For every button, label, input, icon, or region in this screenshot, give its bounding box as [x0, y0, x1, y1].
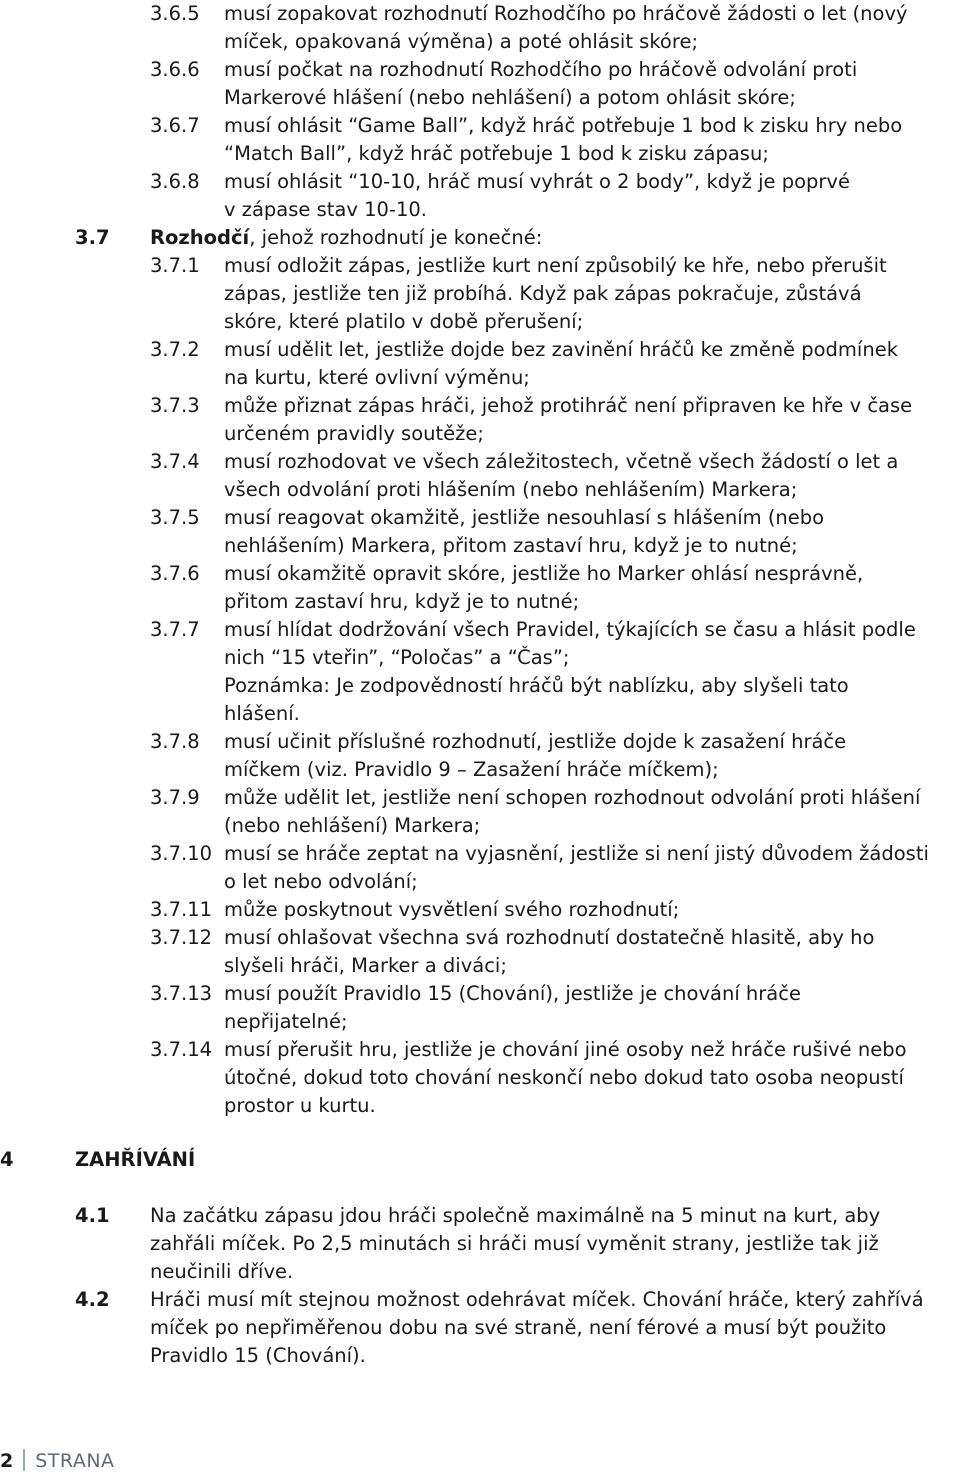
item-number: 3.6.7 — [150, 114, 200, 137]
chapter-title: ZAHŘÍVÁNÍ — [75, 1148, 196, 1171]
item-text-line: přitom zastaví hru, když je to nutné; — [224, 590, 580, 613]
item-text-line: musí udělit let, jestliže dojde bez zavinění hráčů ke změně podmínek — [224, 338, 898, 361]
item-number: 3.7.7 — [150, 618, 200, 641]
item-number: 3.7.11 — [150, 898, 213, 921]
item-text-line: musí počkat na rozhodnutí Rozhodčího po hráčově odvolání proti — [224, 58, 858, 81]
item-text-line: míček, opakovaná výměna) a poté ohlásit skóre; — [224, 30, 699, 53]
item-number: 3.7.10 — [150, 842, 213, 865]
item-number: 3.7.12 — [150, 926, 213, 949]
item-text-line: Markerové hlášení (nebo nehlášení) a potom ohlásit skóre; — [224, 86, 796, 109]
item-number: 3.7.4 — [150, 450, 200, 473]
item-text-line: slyšeli hráči, Marker a diváci; — [224, 954, 507, 977]
item-text-line: musí přerušit hru, jestliže je chování jiné osoby než hráče rušivé nebo — [224, 1038, 907, 1061]
item-text-line: Hráči musí mít stejnou možnost odehrávat míček. Chování hráče, který zahřívá — [150, 1288, 924, 1311]
item-text-line: v zápase stav 10-10. — [224, 198, 427, 221]
item-text-line: musí odložit zápas, jestliže kurt není způsobilý ke hře, nebo přerušit — [224, 254, 887, 277]
item-number: 3.7.14 — [150, 1038, 213, 1061]
item-text-line: hlášení. — [224, 702, 300, 725]
item-text-line: musí se hráče zeptat na vyjasnění, jestliže si není jistý důvodem žádosti — [224, 842, 929, 865]
item-text-line: Na začátku zápasu jdou hráči společně maximálně na 5 minut na kurt, aby — [150, 1204, 881, 1227]
chapter-number: 4 — [0, 1148, 14, 1171]
item-number: 3.7.8 — [150, 730, 200, 753]
item-number: 4.2 — [75, 1288, 110, 1311]
item-number: 4.1 — [75, 1204, 110, 1227]
item-number: 3.7.2 — [150, 338, 200, 361]
item-text-line: musí rozhodovat ve všech záležitostech, včetně všech žádostí o let a — [224, 450, 899, 473]
item-text-line: míček po nepřiměřenou dobu na své straně, není férové a musí být použito — [150, 1316, 887, 1339]
item-number: 3.7.9 — [150, 786, 200, 809]
item-text-line: nepřijatelné; — [224, 1010, 348, 1033]
item-text-line: musí použít Pravidlo 15 (Chování), jestliže je chování hráče — [224, 982, 801, 1005]
item-number: 3.6.8 — [150, 170, 200, 193]
item-text-line: nehlášením) Markera, přitom zastaví hru, když je to nutné; — [224, 534, 798, 557]
item-text-line: musí učinit příslušné rozhodnutí, jestliže dojde k zasažení hráče — [224, 730, 847, 753]
item-text-line: musí ohlašovat všechna svá rozhodnutí dostatečně hlasitě, aby ho — [224, 926, 875, 949]
item-text-line: Poznámka: Je zodpovědností hráčů být nablízku, aby slyšeli tato — [224, 674, 849, 697]
item-number: 3.7.3 — [150, 394, 200, 417]
section-title-rest: , jehož rozhodnutí je konečné: — [249, 226, 543, 249]
item-text-line: musí okamžitě opravit skóre, jestliže ho Marker ohlásí nesprávně, — [224, 562, 864, 585]
item-text-line: neučinili dříve. — [150, 1260, 294, 1283]
item-text-line: na kurtu, které ovlivní výměnu; — [224, 366, 530, 389]
item-text-line: (nebo nehlášení) Markera; — [224, 814, 481, 837]
item-number: 3.7.1 — [150, 254, 200, 277]
item-number: 3.6.6 — [150, 58, 200, 81]
item-number: 3.7.6 — [150, 562, 200, 585]
item-number: 3.7.5 — [150, 506, 200, 529]
item-text-line: musí hlídat dodržování všech Pravidel, týkajících se času a hlásit podle — [224, 618, 916, 641]
item-text-line: nich “15 vteřin”, “Poločas” a “Čas”; — [224, 646, 570, 669]
item-text-line: může přiznat zápas hráči, jehož protihráč není připraven ke hře v čase — [224, 394, 913, 417]
item-text-line: všech odvolání proti hlášením (nebo nehlášením) Markera; — [224, 478, 798, 501]
section-heading — [150, 224, 542, 252]
section-number: 3.7 — [75, 226, 110, 249]
item-text-line: prostor u kurtu. — [224, 1094, 376, 1117]
item-text-line: “Match Ball”, když hráč potřebuje 1 bod k zisku zápasu; — [224, 142, 769, 165]
section-title-bold: Rozhodčí — [150, 226, 250, 249]
page-number: 2 — [0, 1450, 14, 1472]
footer-divider — [23, 1449, 25, 1471]
item-text-line: musí ohlásit “10-10, hráč musí vyhrát o 2 body”, když je poprvé — [224, 170, 850, 193]
page-label: STRANA — [35, 1450, 115, 1472]
item-number: 3.6.5 — [150, 2, 200, 25]
item-text-line: může poskytnout vysvětlení svého rozhodnutí; — [224, 898, 680, 921]
item-number: 3.7.13 — [150, 982, 213, 1005]
item-text-line: musí reagovat okamžitě, jestliže nesouhlasí s hlášením (nebo — [224, 506, 825, 529]
item-text-line: o let nebo odvolání; — [224, 870, 418, 893]
item-text-line: musí ohlásit “Game Ball”, když hráč potřebuje 1 bod k zisku hry nebo — [224, 114, 903, 137]
item-text-line: zahřáli míček. Po 2,5 minutách si hráči musí vyměnit strany, jestliže tak již — [150, 1232, 879, 1255]
item-text-line: musí zopakovat rozhodnutí Rozhodčího po hráčově žádosti o let (nový — [224, 2, 908, 25]
item-text-line: útočné, dokud toto chování neskončí nebo dokud tato osoba neopustí — [224, 1066, 904, 1089]
item-text-line: určeném pravidly soutěže; — [224, 422, 484, 445]
page-footer — [0, 1448, 115, 1474]
item-text-line: zápas, jestliže ten již probíhá. Když pak zápas pokračuje, zůstává — [224, 282, 862, 305]
item-text-line: Pravidlo 15 (Chování). — [150, 1344, 366, 1367]
item-text-line: skóre, které platilo v době přerušení; — [224, 310, 584, 333]
item-text-line: může udělit let, jestliže není schopen rozhodnout odvolání proti hlášení — [224, 786, 921, 809]
item-text-line: míčkem (viz. Pravidlo 9 – Zasažení hráče míčkem); — [224, 758, 719, 781]
